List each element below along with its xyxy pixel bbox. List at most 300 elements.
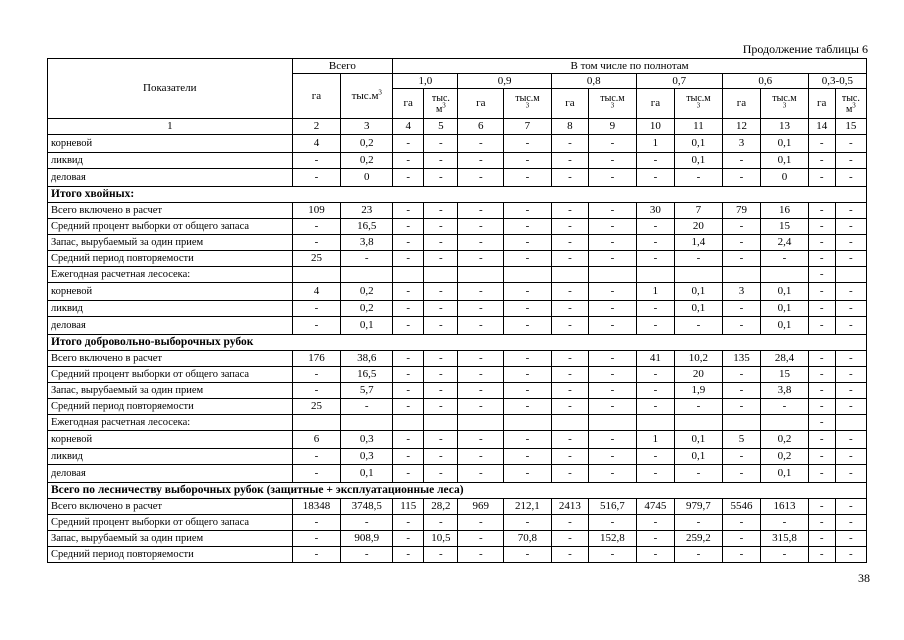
table-cell: - — [424, 283, 458, 301]
table-cell: - — [636, 317, 674, 335]
table-cell: - — [551, 203, 588, 219]
table-cell: - — [589, 351, 637, 367]
table-cell: 0,1 — [761, 283, 809, 301]
header-density-0-6: 0,6 — [722, 74, 808, 89]
table-cell: - — [458, 547, 504, 563]
table-cell: - — [589, 251, 637, 267]
table-cell: - — [458, 351, 504, 367]
column-number: 1 — [48, 119, 293, 135]
table-cell: 176 — [292, 351, 341, 367]
subheader-thous-m3: тыс.м $^3$ — [589, 89, 637, 119]
table-cell: - — [504, 301, 552, 317]
table-cell: 5 — [722, 431, 760, 449]
table-cell: - — [808, 465, 835, 483]
row-label: Ежегодная расчетная лесосека: — [48, 415, 293, 431]
table-cell — [458, 267, 504, 283]
table-row — [48, 415, 867, 431]
table-cell — [835, 415, 866, 431]
table-cell: - — [551, 383, 588, 399]
column-number: 11 — [675, 119, 723, 135]
table-cell: - — [424, 301, 458, 317]
table-cell: 0,1 — [675, 449, 723, 465]
table-cell: - — [722, 449, 760, 465]
table-cell: - — [722, 169, 760, 187]
table-row — [48, 547, 867, 563]
column-number: 14 — [808, 119, 835, 135]
table-cell: - — [292, 547, 341, 563]
table-row — [48, 283, 867, 301]
table-header — [48, 59, 867, 135]
table-cell: - — [808, 317, 835, 335]
table-cell: - — [458, 235, 504, 251]
table-cell: - — [589, 153, 637, 169]
table-row — [48, 219, 867, 235]
table-row — [48, 367, 867, 383]
table-cell — [761, 415, 809, 431]
table-cell: - — [393, 383, 424, 399]
header-density-1-0: 1,0 — [393, 74, 458, 89]
table-cell: - — [675, 465, 723, 483]
table-cell: - — [835, 465, 866, 483]
table-cell: - — [835, 283, 866, 301]
table-cell: - — [636, 547, 674, 563]
table-cell: - — [722, 465, 760, 483]
section-title: Итого хвойных: — [48, 187, 867, 203]
table-cell: 135 — [722, 351, 760, 367]
table-cell: - — [835, 351, 866, 367]
table-cell: 0,1 — [675, 301, 723, 317]
table-cell: 23 — [341, 203, 393, 219]
table-cell: - — [551, 301, 588, 317]
column-number: 7 — [504, 119, 552, 135]
table-cell: - — [393, 251, 424, 267]
table-cell: - — [589, 367, 637, 383]
table-cell: - — [424, 153, 458, 169]
table-cell: - — [808, 531, 835, 547]
table-cell: - — [458, 431, 504, 449]
table-cell: - — [393, 351, 424, 367]
row-label: деловая — [48, 317, 293, 335]
table-caption: Продолжение таблицы 6 — [742, 42, 868, 56]
subheader-thous-m3: тыс.м $^3$ — [761, 89, 809, 119]
table-cell: 979,7 — [675, 499, 723, 515]
table-cell: - — [393, 531, 424, 547]
table-cell: - — [292, 367, 341, 383]
table-cell: - — [636, 383, 674, 399]
table-cell: - — [761, 399, 809, 415]
table-cell: - — [835, 153, 866, 169]
header-density-0-8: 0,8 — [551, 74, 636, 89]
table-cell: - — [675, 399, 723, 415]
table-row — [48, 465, 867, 483]
table-cell: - — [458, 203, 504, 219]
section-title: Всего по лесничеству выборочных рубок (защитные + эксплуатационные леса) — [48, 483, 867, 499]
table-cell: - — [504, 399, 552, 415]
table-cell: 2413 — [551, 499, 588, 515]
table-cell: - — [636, 169, 674, 187]
table-cell: - — [458, 515, 504, 531]
table-cell: 0,1 — [675, 153, 723, 169]
row-label: деловая — [48, 465, 293, 483]
table-cell: - — [589, 169, 637, 187]
table-cell: - — [504, 465, 552, 483]
header-density-0-9: 0,9 — [458, 74, 551, 89]
table-cell: - — [551, 283, 588, 301]
table-cell: 0,1 — [761, 301, 809, 317]
table-cell: 0,1 — [341, 465, 393, 483]
table-cell: - — [589, 235, 637, 251]
column-number: 8 — [551, 119, 588, 135]
table-cell: - — [504, 515, 552, 531]
table-cell: - — [292, 465, 341, 483]
table-cell: 25 — [292, 251, 341, 267]
table-cell: - — [504, 135, 552, 153]
table-cell: - — [675, 251, 723, 267]
table-cell: 20 — [675, 367, 723, 383]
table-cell: - — [393, 203, 424, 219]
table-cell: - — [722, 153, 760, 169]
table-body — [48, 135, 867, 563]
table-cell: 0,1 — [675, 135, 723, 153]
table-cell: 0,2 — [761, 449, 809, 465]
table-cell: - — [589, 219, 637, 235]
table-cell — [675, 267, 723, 283]
row-label: Средний период повторяемости — [48, 251, 293, 267]
table-cell: 10,5 — [424, 531, 458, 547]
table-cell: - — [341, 399, 393, 415]
table-cell: - — [722, 547, 760, 563]
table-cell: 0,2 — [341, 135, 393, 153]
row-label: ликвид — [48, 449, 293, 465]
table-cell: - — [835, 169, 866, 187]
table-cell — [835, 267, 866, 283]
table-cell: - — [808, 203, 835, 219]
table-cell: - — [424, 399, 458, 415]
table-cell: - — [808, 431, 835, 449]
row-label: Запас, вырубаемый за один прием — [48, 531, 293, 547]
table-cell: 16,5 — [341, 219, 393, 235]
table-cell: - — [808, 415, 835, 431]
row-label: ликвид — [48, 153, 293, 169]
table-cell: - — [589, 135, 637, 153]
header-total-ha: га — [292, 74, 341, 119]
row-label: Запас, вырубаемый за один прием — [48, 235, 293, 251]
table-cell — [393, 415, 424, 431]
table-row — [48, 135, 867, 153]
table-cell: - — [589, 317, 637, 335]
table-cell: 516,7 — [589, 499, 637, 515]
table-cell: 0,2 — [341, 153, 393, 169]
table-cell: - — [551, 251, 588, 267]
column-number: 15 — [835, 119, 866, 135]
table-cell: - — [636, 531, 674, 547]
table-cell: - — [761, 515, 809, 531]
table-cell: - — [424, 449, 458, 465]
row-label: Средний процент выборки от общего запаса — [48, 367, 293, 383]
table-cell: - — [424, 317, 458, 335]
table-cell: - — [835, 515, 866, 531]
table-cell: 152,8 — [589, 531, 637, 547]
section-row — [48, 483, 867, 499]
column-number: 6 — [458, 119, 504, 135]
table-cell: - — [761, 547, 809, 563]
table-cell: - — [424, 465, 458, 483]
table-cell: 25 — [292, 399, 341, 415]
table-cell — [504, 267, 552, 283]
table-cell: - — [835, 367, 866, 383]
table-cell: - — [458, 449, 504, 465]
table-cell: - — [341, 547, 393, 563]
table-cell — [393, 267, 424, 283]
table-cell: - — [722, 531, 760, 547]
table-cell: - — [504, 251, 552, 267]
table-cell: - — [636, 235, 674, 251]
table-cell: - — [504, 203, 552, 219]
table-cell: - — [393, 235, 424, 251]
table-cell: - — [808, 383, 835, 399]
table-cell: - — [551, 351, 588, 367]
row-label: ликвид — [48, 301, 293, 317]
subheader-thous-m3: тыс.м $^3$ — [675, 89, 723, 119]
table-cell: 18348 — [292, 499, 341, 515]
table-cell: 969 — [458, 499, 504, 515]
table-cell: - — [504, 283, 552, 301]
subheader-ha: га — [551, 89, 588, 119]
table-cell: - — [675, 317, 723, 335]
row-label: Средний процент выборки от общего запаса — [48, 515, 293, 531]
table-cell: - — [722, 235, 760, 251]
table-cell: - — [458, 301, 504, 317]
table-cell: - — [761, 251, 809, 267]
row-label: Всего включено в расчет — [48, 499, 293, 515]
row-label: Всего включено в расчет — [48, 203, 293, 219]
table-cell: 259,2 — [675, 531, 723, 547]
table-cell: - — [393, 135, 424, 153]
table-cell: - — [504, 449, 552, 465]
table-cell: 0,1 — [761, 317, 809, 335]
header-density-0-7: 0,7 — [636, 74, 722, 89]
table-cell: 212,1 — [504, 499, 552, 515]
table-cell: 30 — [636, 203, 674, 219]
table-cell: - — [636, 219, 674, 235]
table-cell: - — [835, 547, 866, 563]
table-cell: - — [551, 547, 588, 563]
table-cell: - — [636, 399, 674, 415]
table-cell: - — [835, 219, 866, 235]
table-cell — [292, 267, 341, 283]
table-cell: 0,1 — [675, 283, 723, 301]
table-cell: - — [808, 515, 835, 531]
table-cell: - — [808, 135, 835, 153]
table-cell — [341, 267, 393, 283]
table-cell: - — [589, 399, 637, 415]
column-number: 5 — [424, 119, 458, 135]
table-cell: - — [835, 449, 866, 465]
table-cell: - — [808, 547, 835, 563]
table-cell: - — [393, 301, 424, 317]
table-cell: - — [636, 465, 674, 483]
table-cell: - — [722, 399, 760, 415]
table-cell: 15 — [761, 219, 809, 235]
table-cell: - — [589, 203, 637, 219]
table-cell: - — [589, 515, 637, 531]
table-cell: - — [292, 169, 341, 187]
table-cell: - — [808, 235, 835, 251]
table-cell: - — [424, 219, 458, 235]
row-label: корневой — [48, 431, 293, 449]
table-cell: - — [393, 399, 424, 415]
table-cell — [761, 267, 809, 283]
table-cell: - — [835, 431, 866, 449]
table-cell: - — [424, 515, 458, 531]
table-cell: - — [393, 219, 424, 235]
table-cell: 0,1 — [761, 153, 809, 169]
table-cell: - — [424, 203, 458, 219]
table-cell: - — [504, 153, 552, 169]
table-cell: - — [504, 547, 552, 563]
table-cell: - — [504, 367, 552, 383]
column-number: 12 — [722, 119, 760, 135]
table-row — [48, 499, 867, 515]
subheader-thous-m3: тыс. $м^3$ — [424, 89, 458, 119]
row-label: корневой — [48, 135, 293, 153]
row-label: Средний период повторяемости — [48, 547, 293, 563]
section-row — [48, 335, 867, 351]
header-total: Всего — [292, 59, 393, 74]
table-cell: 28,4 — [761, 351, 809, 367]
table-cell — [341, 415, 393, 431]
table-cell: 28,2 — [424, 499, 458, 515]
table-cell: - — [808, 301, 835, 317]
table-cell: - — [458, 219, 504, 235]
table-cell: - — [341, 251, 393, 267]
section-title: Итого добровольно-выборочных рубок — [48, 335, 867, 351]
table-cell: 5546 — [722, 499, 760, 515]
table-cell: - — [589, 383, 637, 399]
table-cell: - — [835, 235, 866, 251]
table-cell: 0,1 — [341, 317, 393, 335]
table-cell — [551, 267, 588, 283]
table-cell: - — [424, 169, 458, 187]
table-cell: - — [589, 465, 637, 483]
table-cell — [292, 415, 341, 431]
table-cell: 1 — [636, 135, 674, 153]
table-cell: - — [675, 515, 723, 531]
table-cell — [722, 415, 760, 431]
table-cell: - — [722, 317, 760, 335]
table-cell: 1,9 — [675, 383, 723, 399]
table-cell: - — [675, 547, 723, 563]
table-cell: - — [504, 351, 552, 367]
table-cell: - — [292, 153, 341, 169]
subheader-thous-m3: тыс. $м^3$ — [835, 89, 866, 119]
subheader-ha: га — [722, 89, 760, 119]
table-row — [48, 301, 867, 317]
table-cell: - — [675, 169, 723, 187]
table-cell: - — [808, 283, 835, 301]
section-row — [48, 187, 867, 203]
header-including: В том числе по полнотам — [393, 59, 867, 74]
table-cell: 16 — [761, 203, 809, 219]
table-cell: - — [458, 283, 504, 301]
column-number: 9 — [589, 119, 637, 135]
table-cell: - — [835, 301, 866, 317]
table-cell: - — [424, 383, 458, 399]
table-cell: 0 — [341, 169, 393, 187]
table-cell: - — [551, 515, 588, 531]
table-cell: - — [393, 169, 424, 187]
table-cell: - — [458, 317, 504, 335]
table-cell: - — [722, 301, 760, 317]
table-cell: - — [551, 317, 588, 335]
table-cell: - — [458, 135, 504, 153]
table-cell: 0,2 — [341, 301, 393, 317]
table-cell: 79 — [722, 203, 760, 219]
column-number: 10 — [636, 119, 674, 135]
table-cell: - — [589, 547, 637, 563]
table-cell: 3,8 — [761, 383, 809, 399]
table-cell: - — [636, 251, 674, 267]
table-cell: - — [636, 367, 674, 383]
table-cell: - — [551, 169, 588, 187]
table-row — [48, 267, 867, 283]
table-cell: 115 — [393, 499, 424, 515]
table-cell: - — [551, 465, 588, 483]
table-cell: 315,8 — [761, 531, 809, 547]
table-cell: - — [636, 153, 674, 169]
table-cell: - — [393, 431, 424, 449]
table-cell: - — [589, 449, 637, 465]
table-cell: 3 — [722, 135, 760, 153]
table-cell: - — [292, 531, 341, 547]
table-cell: - — [589, 301, 637, 317]
row-label: Ежегодная расчетная лесосека: — [48, 267, 293, 283]
row-label: Всего включено в расчет — [48, 351, 293, 367]
table-cell: - — [424, 431, 458, 449]
table-cell: - — [458, 367, 504, 383]
column-number-row — [48, 119, 867, 135]
table-cell: 3,8 — [341, 235, 393, 251]
subheader-ha: га — [393, 89, 424, 119]
table-cell: - — [424, 235, 458, 251]
table-cell: - — [551, 219, 588, 235]
table-cell: - — [458, 153, 504, 169]
table-row — [48, 351, 867, 367]
table-cell: 908,9 — [341, 531, 393, 547]
table-cell: 0,1 — [761, 465, 809, 483]
table-cell: - — [458, 399, 504, 415]
table-cell: 0,2 — [761, 431, 809, 449]
table-cell — [458, 415, 504, 431]
table-cell: - — [424, 547, 458, 563]
table-cell: 10,2 — [675, 351, 723, 367]
table-cell: - — [504, 169, 552, 187]
row-label: Средний период повторяемости — [48, 399, 293, 415]
table-cell: - — [551, 431, 588, 449]
table-cell: - — [835, 251, 866, 267]
table-cell: - — [808, 219, 835, 235]
table-cell: - — [835, 135, 866, 153]
page-number: 38 — [858, 571, 870, 585]
table-row — [48, 317, 867, 335]
table-cell: - — [835, 383, 866, 399]
table-cell: 0,3 — [341, 449, 393, 465]
table-cell — [589, 267, 637, 283]
table-cell — [424, 267, 458, 283]
table-row — [48, 203, 867, 219]
table-cell: 4 — [292, 135, 341, 153]
table-cell: 0 — [761, 169, 809, 187]
